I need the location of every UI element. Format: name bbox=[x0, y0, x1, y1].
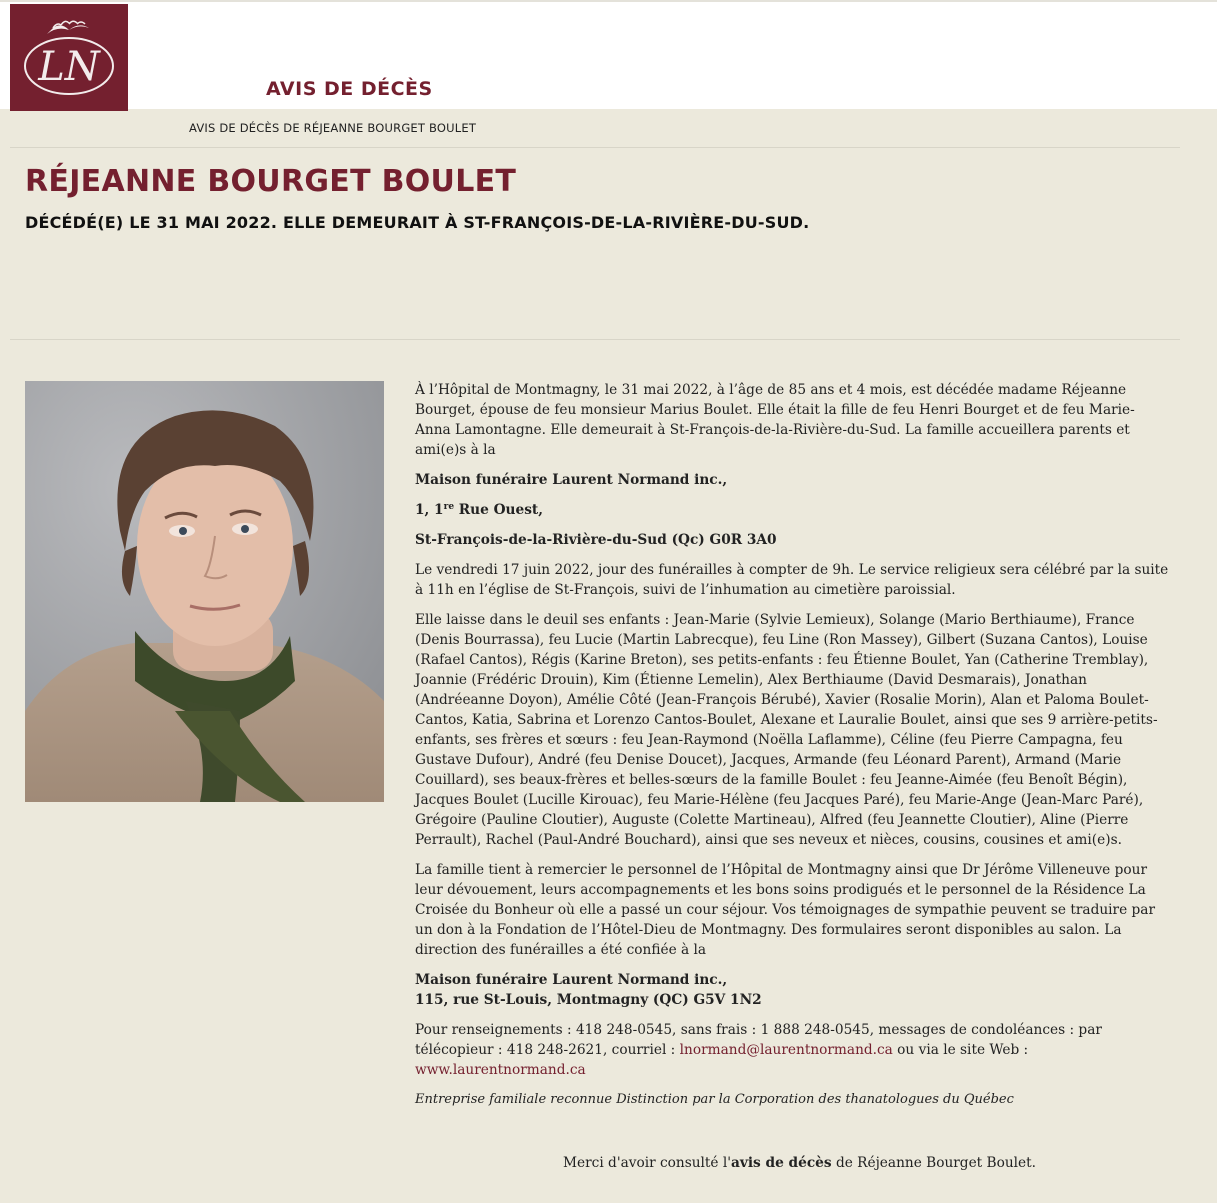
service-details: Le vendredi 17 juin 2022, jour des funérailles à compter de 9h. Le service religieux sera célébré par la suite à 11h en l’église de St-François, suivi de l’inhumation au cimetière paroissial. bbox=[415, 562, 1169, 598]
funeral-home-city: St-François-de-la-Rivière-du-Sud (Qc) G0R 3A0 bbox=[415, 532, 777, 548]
address-ordinal: re bbox=[443, 502, 455, 512]
thanks-prefix: Merci d'avoir consulté l' bbox=[563, 1155, 732, 1171]
site-title[interactable]: AVIS DE DÉCÈS bbox=[266, 78, 433, 100]
funeral-home-2-name: Maison funéraire Laurent Normand inc., bbox=[415, 972, 728, 988]
contact-paragraph bbox=[415, 1020, 1170, 1080]
obituary-body bbox=[415, 380, 1170, 1120]
website-link[interactable]: www.laurentnormand.ca bbox=[415, 1062, 586, 1078]
contact-middle: ou via le site Web : bbox=[892, 1042, 1029, 1058]
portrait-image bbox=[25, 381, 384, 802]
deceased-name: RÉJEANNE BOURGET BOULET bbox=[25, 164, 517, 199]
logo-text: LN bbox=[38, 43, 100, 90]
divider-top bbox=[10, 147, 1180, 148]
distinction-text: Entreprise familiale reconnue Distinction par la Corporation des thanatologues du Québec bbox=[415, 1092, 1014, 1107]
top-bar bbox=[0, 0, 1217, 109]
address-number: 1, 1 bbox=[415, 502, 444, 518]
logo-monogram-icon bbox=[17, 12, 121, 104]
family-paragraph: Elle laisse dans le deuil ses enfants : Jean-Marie (Sylvie Lemieux), Solange (Mario Berthiaume), France (Denis Bourrassa), feu Lucie (Martin Labrecque), feu Line (Ron Massey), Gilbert (Suzana Cantos), Louise (Rafael Cantos), Régis (Karine Breton), ses petits-enfants : feu Étienne Boulet, Yan (Catherine Tremblay), Joannie (Frédéric Drouin), Kim (Étienne Lemelin), Alex Berthiaume (David Desmarais), Jonathan (Andréeanne Doyon), Amélie Côté (Jean-François Bérubé), Xavier (Rosalie Morin), Alan et Paloma Boulet-Cantos, Katia, Sabrina et Lorenzo Cantos-Boulet, Alexane et Lauralie Boulet, ainsi que ses 9 arrière-petits-enfants, ses frères et sœurs : feu Jean-Raymond (Noëlla Laflamme), Céline (feu Pierre Campagna, feu Gustave Dufour), André (feu Denise Doucet), Jacques, Armande (feu Léonard Parent), Armand (Marie Couillard), ses beaux-frères et belles-sœurs de la famille Boulet : feu Jeanne-Aimée (feu Benoît Bégin), Jacques Boulet (Lucille Kirouac), feu Marie-Hélène (feu Jacques Paré), feu Marie-Ange (Jean-Marc Paré), Grégoire (Pauline Cloutier), Auguste (Colette Martineau), Alfred (feu Jeannette Cloutier), Aline (Pierre Perrault), Rachel (Paul-André Bouchard), ainsi que ses neveux et nièces, cousins, cousines et ami(e)s. bbox=[415, 612, 1158, 848]
breadcrumb: AVIS DE DÉCÈS DE RÉJEANNE BOURGET BOULET bbox=[189, 121, 477, 135]
divider-middle bbox=[10, 339, 1180, 340]
thanks-suffix: de Réjeanne Bourget Boulet. bbox=[831, 1155, 1036, 1171]
obituary-intro: À l’Hôpital de Montmagny, le 31 mai 2022, à l’âge de 85 ans et 4 mois, est décédée madame Réjeanne Bourget, épouse de feu monsieur Marius Boulet. Elle était la fille de feu Henri Bourget et de feu Marie-Anna Lamontagne. Elle demeurait à St-François-de-la-Rivière-du-Sud. La famille accueillera parents et ami(e)s à la bbox=[415, 382, 1135, 458]
portrait-photo bbox=[25, 381, 384, 802]
funeral-home-name: Maison funéraire Laurent Normand inc., bbox=[415, 472, 728, 488]
contact-prefix: Pour renseignements : 418 248-0545, sans frais : 1 888 248-0545, messages de condoléances : par télécopieur : 418 248-2621, courriel : bbox=[415, 1022, 1102, 1058]
footer-thanks bbox=[563, 1155, 1036, 1171]
thanks-bold: avis de décès bbox=[731, 1155, 832, 1171]
funeral-home-2-address: 115, rue St-Louis, Montmagny (QC) G5V 1N2 bbox=[415, 992, 762, 1008]
thanks-paragraph: La famille tient à remercier le personnel de l’Hôpital de Montmagny ainsi que Dr Jérôme Villeneuve pour leur dévouement, leurs accompagnements et les bons soins prodigués et le personnel de la Résidence La Croisée du Bonheur où elle a passé un cour séjour. Vos témoignages de sympathie peuvent se traduire par un don à la Fondation de l’Hôtel-Dieu de Montmagny. Des formulaires seront disponibles au salon. La direction des funérailles a été confiée à la bbox=[415, 862, 1155, 958]
funeral-home-address bbox=[415, 500, 1170, 520]
address-street: Rue Ouest, bbox=[454, 502, 543, 518]
site-logo[interactable] bbox=[10, 4, 128, 111]
email-link[interactable]: lnormand@laurentnormand.ca bbox=[679, 1042, 893, 1058]
death-subtitle: DÉCÉDÉ(E) LE 31 MAI 2022. ELLE DEMEURAIT À ST-FRANÇOIS-DE-LA-RIVIÈRE-DU-SUD. bbox=[25, 213, 810, 232]
funeral-home-2 bbox=[415, 970, 1170, 1010]
